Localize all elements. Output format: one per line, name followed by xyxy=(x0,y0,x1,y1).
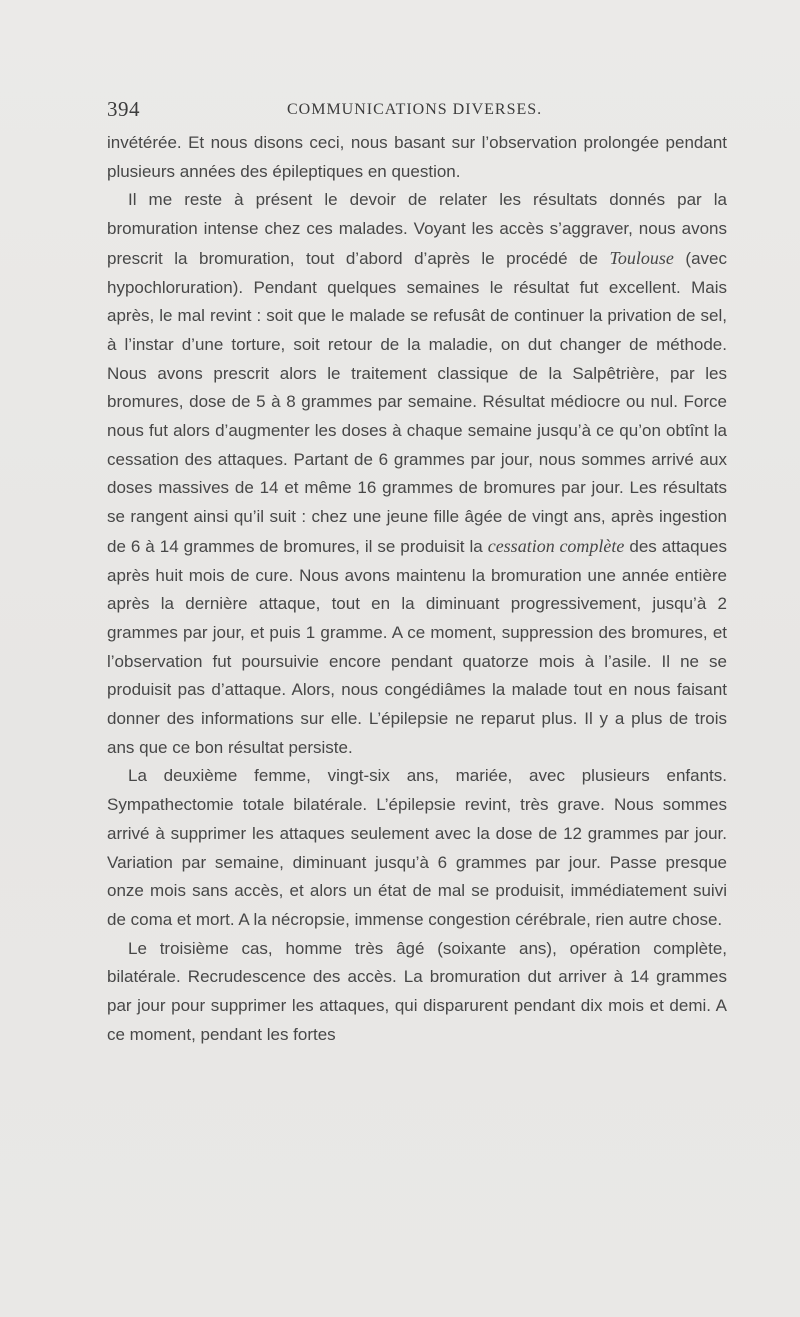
paragraph-4: Le troisième cas, homme très âgé (soixante ans), opération complète, bilatérale. Recrudescence des accès. La bromuration dut arriver à 14 grammes par jour pour supprimer les attaques, qui disparurent pendant dix mois et demi. A ce moment, pendant les fortes xyxy=(107,938,727,1044)
page-number: 394 xyxy=(107,97,140,121)
paragraph-2 xyxy=(107,186,727,762)
paragraph-2-part-2: (avec hypochloruration). Pendant quelques semaines le résultat fut excellent. Mais après, le mal revint : soit que le malade se refusât de continuer la privation de sel, à l’instar d’une torture, soit retour de la maladie, on dut changer de méthode. Nous avons prescrit alors le traitement classique de la Salpêtrière, par les bromures, dose de 5 à 8 grammes par semaine. Résultat médiocre ou nul. Force nous fut alors d’augmenter les doses à chaque semaine jusqu’à ce qu’on obtînt la cessation des attaques. Partant de 6 grammes par jour, nous sommes arrivé aux doses massives de 14 et même 16 grammes de bromures par jour. Les résultats se rangent ainsi qu’il suit : chez une jeune fille âgée de vingt ans, après ingestion de 6 à 14 grammes de bromures, il se produisit la xyxy=(107,248,727,556)
paragraph-2-part-1: Il me reste à présent le devoir de relater les résultats donnés par la bromuration intense chez ces malades. Voyant les accès s’aggraver, nous avons prescrit la bromuration, tout d’abord d’après le procédé de xyxy=(107,190,727,268)
paragraph-1: invétérée. Et nous disons ceci, nous basant sur l’observation prolongée pendant plusieurs années des épileptiques en question. xyxy=(107,133,727,181)
running-title: COMMUNICATIONS DIVERSES. xyxy=(287,101,543,118)
italic-toulouse: Toulouse xyxy=(609,247,674,268)
body-text xyxy=(107,129,727,1050)
italic-cessation-complete: cessation complète xyxy=(487,535,625,556)
paragraph-3: La deuxième femme, vingt-six ans, mariée, avec plusieurs enfants. Sympathectomie totale bilatérale. L’épilepsie revint, très grave. Nous sommes arrivé à supprimer les attaques seulement avec la dose de 12 grammes par jour. Variation par semaine, diminuant jusqu’à 6 grammes par jour. Passe presque onze mois sans accès, et alors un état de mal se produisit, immédiatement suivi de coma et mort. A la nécropsie, immense congestion cérébrale, rien autre chose. xyxy=(107,766,727,929)
paragraph-2-part-3: des attaques après huit mois de cure. Nous avons maintenu la bromuration une année entière après la dernière attaque, tout en la diminuant progressivement, jusqu’à 2 grammes par jour, et puis 1 gramme. A ce moment, suppression des bromures, et l’observation fut poursuivie encore pendant quatorze mois à l’asile. Il ne se produisit pas d’attaque. Alors, nous congédiâmes la malade tout en nous faisant donner des informations sur elle. L’épilepsie ne reparut plus. Il y a plus de trois ans que ce bon résultat persiste. xyxy=(107,536,727,757)
page-header xyxy=(107,97,727,123)
